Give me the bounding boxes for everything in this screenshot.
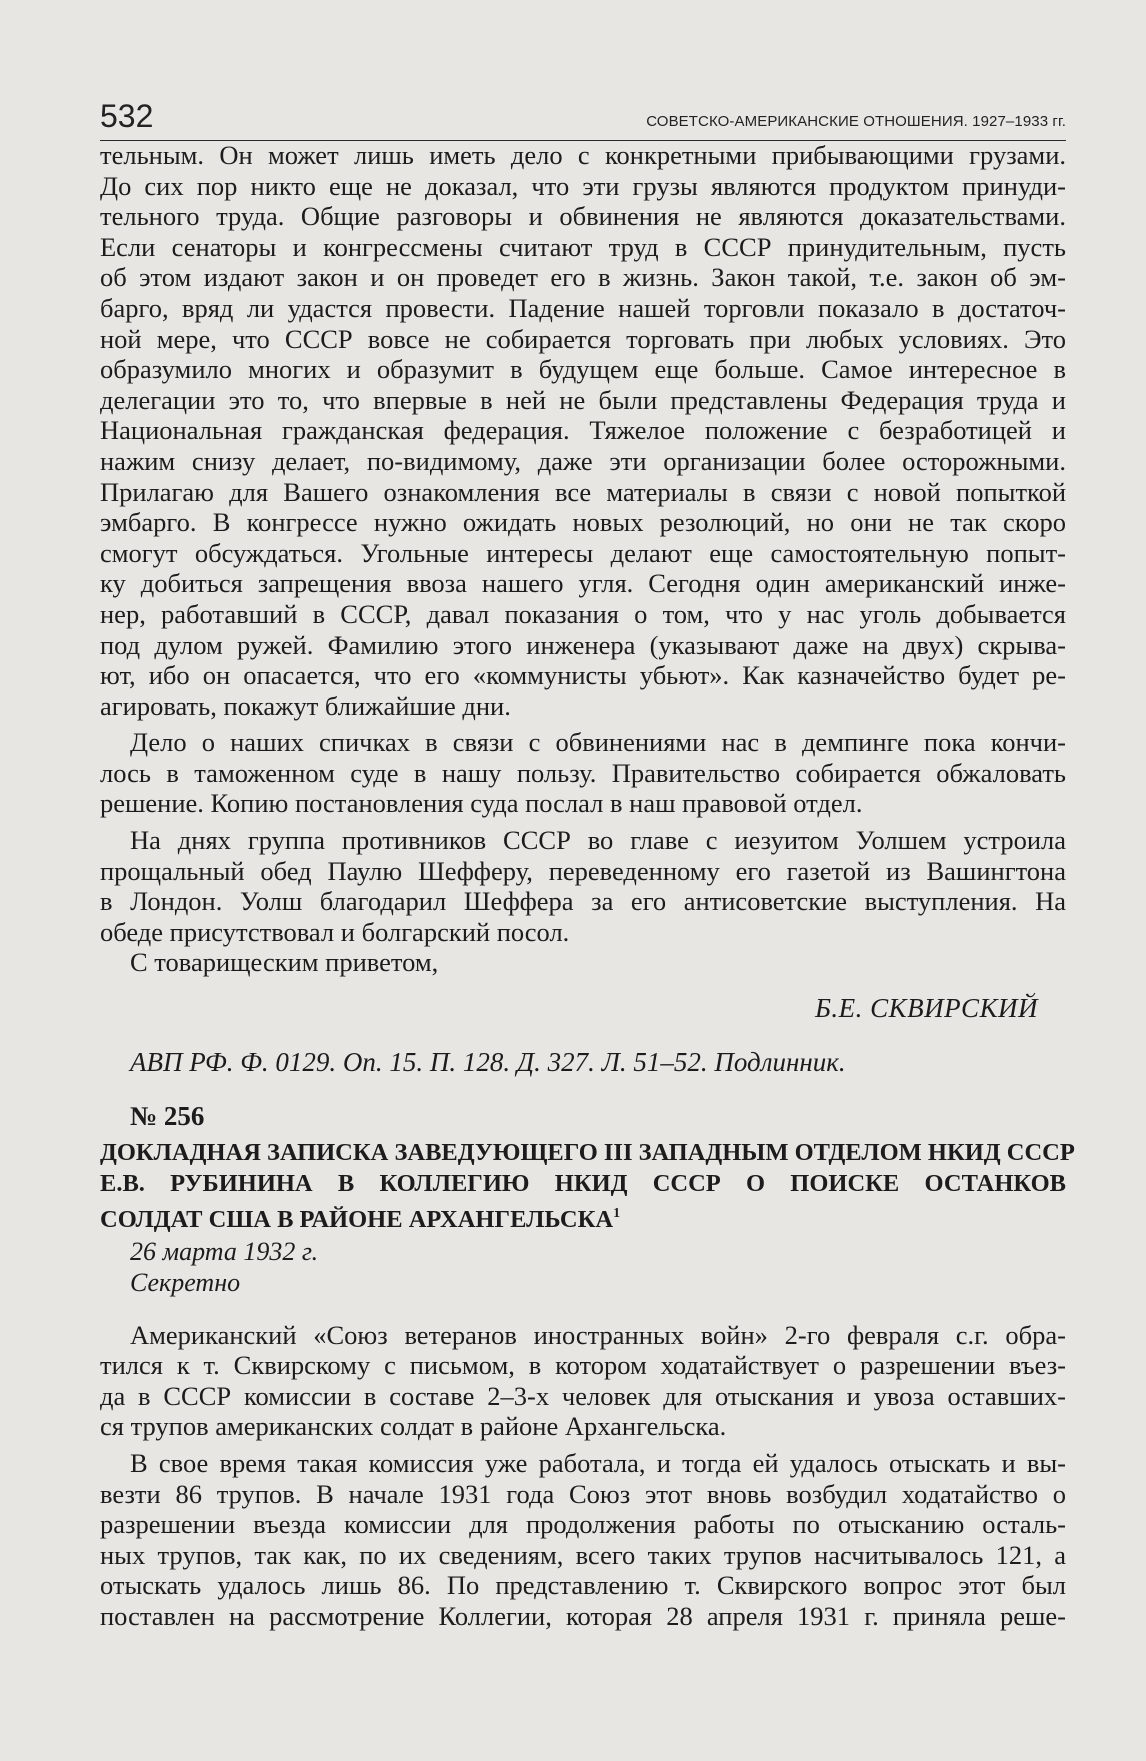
text-line: тельным. Он может лишь иметь дело с конкретными прибывающими грузами. (100, 140, 1066, 170)
text-line: В свое время такая комиссия уже работала, и тогда ей удалось отыскать и вы- (130, 1447, 1066, 1478)
paragraph-commission (100, 1448, 1066, 1632)
text-line: в Лондон. Уолш благодарил Шеффера за его антисоветские выступления. На (100, 886, 1066, 917)
document-number: № 256 (130, 1101, 205, 1132)
text-line: эмбарго. В конгрессе нужно ожидать новых резолюций, но они не так скоро (100, 507, 1066, 538)
signature: Б.Е. СКВИРСКИЙ (814, 993, 1038, 1024)
text-line: отыскать удалось лишь 86. По представлению т. Сквирского вопрос этот был (100, 1570, 1066, 1601)
text-line: тельного труда. Общие разговоры и обвинения не являются доказательствами. (100, 201, 1066, 232)
text-line: Национальная гражданская федерация. Тяжелое положение с безработицей и (100, 415, 1066, 446)
text-line: ных трупов, так как, по их сведениям, всего таких трупов насчитывалось 121, а (100, 1539, 1066, 1570)
page-number: 532 (100, 98, 154, 134)
text-line: Прилагаю для Вашего ознакомления все материалы в связи с новой попыткой (100, 476, 1066, 507)
document-date: 26 марта 1932 г. (130, 1236, 319, 1266)
paragraph-matches (100, 727, 1066, 819)
text-line: лось в таможенном суде в нашу пользу. Правительство собирается обжаловать (100, 757, 1066, 788)
title-line: Е.В. РУБИНИНА В КОЛЛЕГИЮ НКИД СССР О ПОИСКЕ ОСТАНКОВ (100, 1169, 1066, 1197)
paragraph-dinner (100, 825, 1066, 947)
text-line: нажим снизу делает, по-видимому, даже эти организации более осторожными. (100, 445, 1066, 476)
text-line: ной мере, что СССР вовсе не собирается торговать при любых условиях. Это (100, 323, 1066, 354)
running-header (100, 96, 1066, 141)
text-line: прощальный обед Паулю Шефферу, переведенному его газетой из Вашингтона (100, 855, 1066, 886)
text-line: Дело о наших спичках в связи с обвинениями нас в демпинге пока кончи- (130, 727, 1066, 758)
archive-reference: АВП РФ. Ф. 0129. Оп. 15. П. 128. Д. 327. Л. 51–52. Подлинник. (130, 1047, 846, 1078)
text-line: ку добиться запрещения ввоза нашего угля. Сегодня один американский инже- (100, 568, 1066, 599)
text-line: ют, ибо он опасается, что его «коммунисты убьют». Как казначейство будет ре- (100, 660, 1066, 691)
text-line: везти 86 трупов. В начале 1931 года Союз этот вновь возбудил ходатайство о (100, 1478, 1066, 1509)
title-line: СОЛДАТ США В РАЙОНЕ АРХАНГЕЛЬСКА$^1$ (100, 1206, 621, 1234)
text-line: ся трупов американских солдат в районе Архангельска. (100, 1411, 727, 1442)
footnote-mark: 1 (613, 1206, 621, 1222)
document-title (100, 1138, 1075, 1234)
text-line: До сих пор никто еще не доказал, что эти грузы являются продуктом принуди- (100, 170, 1066, 201)
closing-salutation: С товарищеским приветом, (130, 947, 439, 978)
classification-label: Секретно (130, 1267, 241, 1297)
paragraph-letter-end (100, 140, 1066, 721)
paragraph-veterans (100, 1320, 1066, 1442)
text-line: обеде присутствовал и болгарский посол. (100, 916, 570, 947)
text-line: делегации это то, что впервые в ней не были представлены Федерация труда и (100, 384, 1066, 415)
text-line: под дулом ружей. Фамилию этого инженера (указывают даже на двух) скрыва- (100, 629, 1066, 660)
text-line: агировать, покажут ближайшие дни. (100, 690, 511, 721)
text-line: барго, вряд ли удастся провести. Падение нашей торговли показало в достаточ- (100, 292, 1066, 323)
text-line: Если сенаторы и конгрессмены считают труд в СССР принудительным, пусть (100, 231, 1066, 262)
text-line: Американский «Союз ветеранов иностранных войн» 2-го февраля с.г. обра- (130, 1319, 1066, 1350)
text-line: решение. Копию постановления суда послал в наш правовой отдел. (100, 788, 863, 819)
text-line: да в СССР комиссии в составе 2–3-х человек для отыскания и увоза оставших- (100, 1380, 1066, 1411)
text-line: поставлен на рассмотрение Коллегии, которая 28 апреля 1931 г. приняла реше- (100, 1600, 1066, 1631)
text-line: разрешении въезда комиссии для продолжения работы по отысканию осталь- (100, 1509, 1066, 1540)
body-text (100, 140, 1075, 1631)
text-line: нер, работавший в СССР, давал показания о том, что у нас уголь добывается (100, 598, 1066, 629)
title-line: ДОКЛАДНАЯ ЗАПИСКА ЗАВЕДУЮЩЕГО III ЗАПАДНЫМ ОТДЕЛОМ НКИД СССР (100, 1139, 1075, 1167)
text-line: образумило многих и образумит в будущем еще больше. Самое интересное в (100, 354, 1066, 385)
text-line: тился к т. Сквирскому с письмом, в котором ходатайствует о разрешении въез- (100, 1350, 1066, 1381)
text-line: смогут обсуждаться. Угольные интересы делают еще самостоятельную попыт- (100, 537, 1066, 568)
text-line: об этом издают закон и он проведет его в жизнь. Закон такой, т.е. закон об эм- (100, 262, 1066, 293)
running-title: СОВЕТСКО-АМЕРИКАНСКИЕ ОТНОШЕНИЯ. 1927–1933 гг. (646, 113, 1066, 130)
text-line: На днях группа противников СССР во главе с иезуитом Уолшем устроила (130, 825, 1066, 856)
